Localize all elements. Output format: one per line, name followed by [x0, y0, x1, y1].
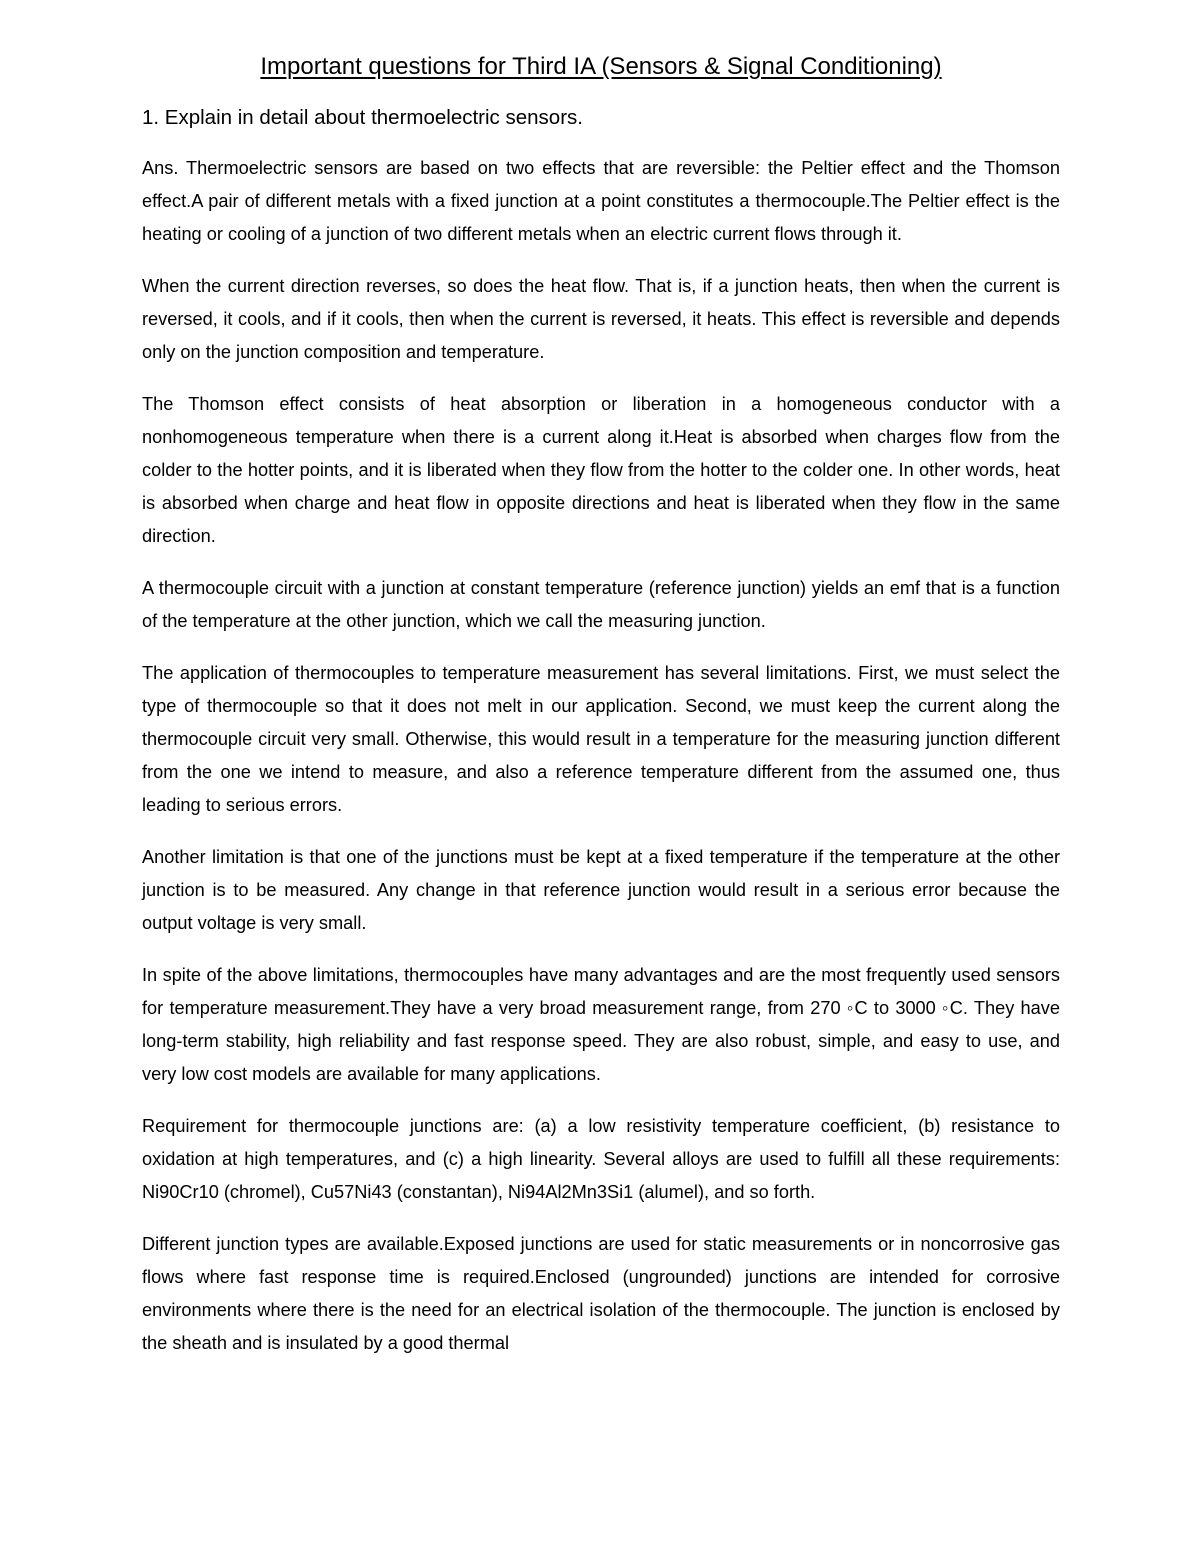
paragraph-another-limitation: Another limitation is that one of the junctions must be kept at a fixed temperature if the temperature at the other junction is to be measured. Any change in that reference junction would result in a serious error because the output voltage is very small. — [142, 847, 1060, 933]
paragraph-advantages: In spite of the above limitations, thermocouples have many advantages and are the most frequently used sensors for temperature measurement.They have a very broad measurement range, from 270 ◦C to 3000 ◦C. They have long-term stability, high reliability and fast response speed. They are also robust, simple, and easy to use, and very low cost models are available for many applications. — [142, 965, 1060, 1084]
paragraph-thomson-effect: The Thomson effect consists of heat absorption or liberation in a homogeneous conductor with a nonhomogeneous temperature when there is a current along it.Heat is absorbed when charges flow from the colder to the hotter points, and it is liberated when they flow from the hotter to the colder one. In other words, heat is absorbed when charge and heat flow in opposite directions and heat is liberated when they flow in the same direction. — [142, 394, 1060, 546]
paragraph-answer-intro: Ans. Thermoelectric sensors are based on two effects that are reversible: the Peltier effect and the Thomson effect.A pair of different metals with a fixed junction at a point constitutes a thermocouple.The Peltier effect is the heating or cooling of a junction of two different metals when an electric current flows through it. — [142, 158, 1060, 244]
paragraph-limitations: The application of thermocouples to temperature measurement has several limitations. First, we must select the type of thermocouple so that it does not melt in our application. Second, we must keep the current along the thermocouple circuit very small. Otherwise, this would result in a temperature for the measuring junction different from the one we intend to measure, and also a reference temperature different from the assumed one, thus leading to serious errors. — [142, 663, 1060, 815]
paragraph-junction-types: Different junction types are available.Exposed junctions are used for static measurements or in noncorrosive gas flows where fast response time is required.Enclosed (ungrounded) junctions are intended for corrosive environments where there is the need for an electrical isolation of the thermocouple. The junction is enclosed by the sheath and is insulated by a good thermal — [142, 1234, 1060, 1353]
paragraph-reference-junction: A thermocouple circuit with a junction at constant temperature (reference junction) yields an emf that is a function of the temperature at the other junction, which we call the measuring junction. — [142, 578, 1060, 631]
question-heading: 1. Explain in detail about thermoelectric sensors. — [142, 106, 583, 129]
paragraph-junction-requirements: Requirement for thermocouple junctions are: (a) a low resistivity temperature coefficient, (b) resistance to oxidation at high temperatures, and (c) a high linearity. Several alloys are used to fulfill all these requirements: Ni90Cr10 (chromel), Cu57Ni43 (constantan), Ni94Al2Mn3Si1 (alumel), and so forth. — [142, 1116, 1060, 1202]
paragraph-current-reversal: When the current direction reverses, so does the heat flow. That is, if a junction heats, then when the current is reversed, it cools, and if it cools, then when the current is reversed, it heats. This effect is reversible and depends only on the junction composition and temperature. — [142, 276, 1060, 362]
page-title: Important questions for Third IA (Sensors & Signal Conditioning) — [260, 53, 942, 80]
document-page — [142, 50, 1060, 1379]
